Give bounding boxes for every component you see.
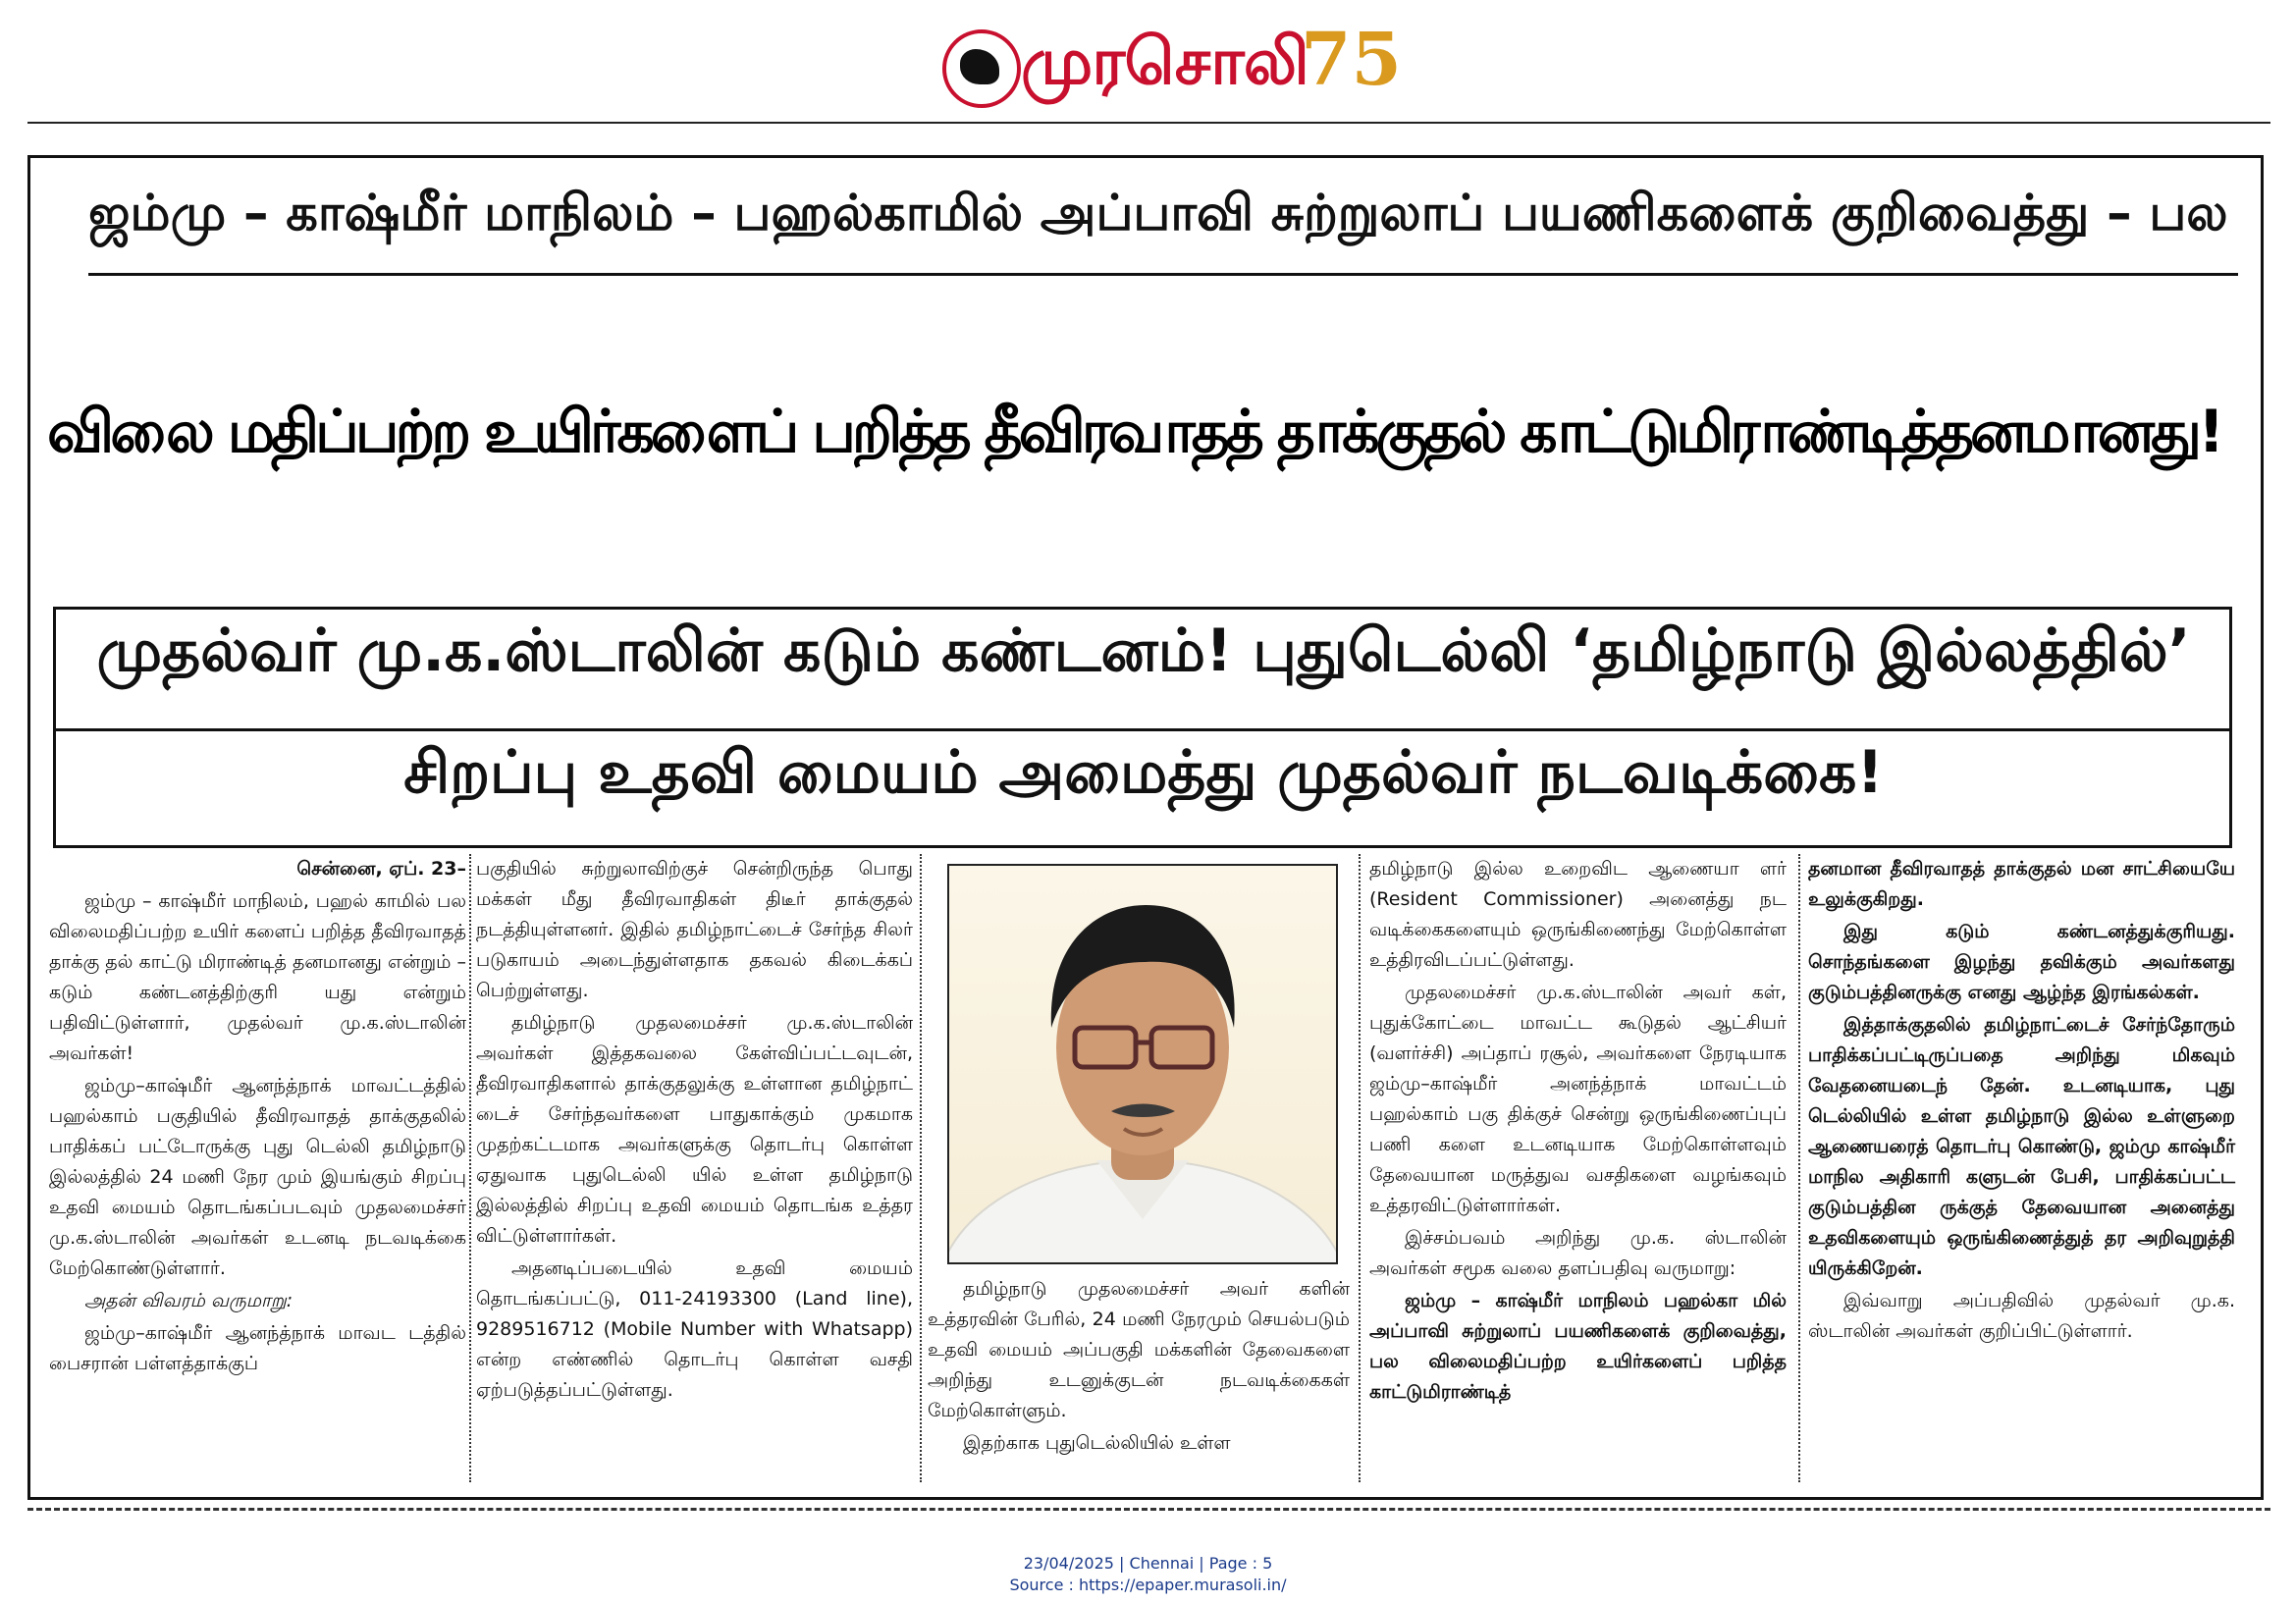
article-column-1 [49,854,466,1381]
paragraph: ஜம்மு–காஷ்மீர் ஆனந்த்நாக் மாவட்டத்தில் பஹல்காம் பகுதியில் தீவிரவாதத் தாக்குதலில் பாதிக்கப் பட்டோருக்கு புது டெல்லி தமிழ்நாடு இல்லத்தில் 24 மணி நேர மும் இயங்கும் சிறப்பு உதவி மையம் தொடங்கப்படவும் முதலமைச்சர் மு.க.ஸ்டாலின் அவர்கள் உடனடி நடவடிக்கை மேற்கொண்டுள்ளார். [49,1075,466,1279]
paragraph: ஜம்மு – காஷ்மீர் மாநிலம், பஹல் காமில் பல விலைமதிப்பற்ற உயிர் களைப் பறித்த தீவிரவாதத் தாக்கு தல் காட்டு மிராண்டித் தனமானது என்றும் – கடும் கண்டனத்திற்குரி யது என்றும் பதிவிட்டுள்ளார், முதல்வர் மு.க.ஸ்டாலின் அவர்கள்! [49,890,466,1064]
paragraph: இவ்வாறு அப்பதிவில் முதல்வர் மு.க. ஸ்டாலின் அவர்கள் குறிப்பிட்டுள்ளார். [1808,1290,2235,1342]
column-divider [1359,854,1361,1482]
quoted-post: இது கடும் கண்டனத்துக்குரியது. சொந்தங்களை இழந்து தவிக்கும் அவர்களது குடும்பத்தினருக்கு எனது ஆழ்ந்த இரங்கல்கள். [1808,921,2235,1003]
article-column-4 [1369,854,1787,1410]
page-footer [0,1553,2296,1596]
quoted-post: தனமான தீவிரவாதத் தாக்குதல் மன சாட்சியையே உலுக்குகிறது. [1808,858,2235,910]
paragraph: தமிழ்நாடு முதலமைச்சர் மு.க.ஸ்டாலின் அவர்கள் இத்தகவலை கேள்விப்பட்டவுடன், தீவிரவாதிகளால் தாக்குதலுக்கு உள்ளான தமிழ்நாட் டைச் சேர்ந்தவர்களை பாதுகாக்கும் முகமாக முதற்கட்டமாக அவர்களுக்கு தொடர்பு கொள்ள ஏதுவாக புதுடெல்லி யில் உள்ள தமிழ்நாடு இல்லத்தில் சிறப்பு உதவி மையம் தொடங்க உத்தர விட்டுள்ளார்கள். [476,1012,913,1247]
anniversary-badge: 75 [1301,18,1402,102]
dateline: சென்னை, ஏப். 23– [296,858,466,880]
paragraph: அதனடிப்படையில் உதவி மையம் தொடங்கப்பட்டு, 011-24193300 (Land line), 9289516712 (Mobile Number with Whatsapp) என்ற எண்ணில் தொடர்பு கொள்ள வசதி ஏற்படுத்தப்பட்டுள்ளது. [476,1257,913,1401]
quoted-post: இத்தாக்குதலில் தமிழ்நாட்டைச் சேர்ந்தோரும் பாதிக்கப்பட்டிருப்பதை அறிந்து மிகவும் வேதனையடைந் தேன். உடனடியாக, புது டெல்லியில் உள்ள தமிழ்நாடு இல்ல உள்ளுறை ஆணையரைத் தொடர்பு கொண்டு, ஜம்மு காஷ்மீர் மாநில அதிகாரி களுடன் பேசி, பாதிக்கப்பட்ட குடும்பத்தின ருக்குத் தேவையான அனைத்து உதவிகளையும் ஒருங்கிணைத்துத் தர அறிவுறுத்தி யிருக்கிறேன். [1808,1014,2235,1279]
paragraph: இதற்காக புதுடெல்லியில் உள்ள [963,1432,1231,1454]
column-divider [920,854,922,1482]
newspaper-logo: முரசொலி [1021,24,1308,99]
footer-source-link[interactable]: Source : https://epaper.murasoli.in/ [1009,1576,1287,1594]
quoted-post: ஜம்மு – காஷ்மீர் மாநிலம் பஹல்கா மில் அப்பாவி சுற்றுலாப் பயணிகளைக் குறிவைத்து, பல விலைமதிப்பற்ற உயிர்களைப் பறித்த காட்டுமிராண்டித் [1369,1290,1787,1403]
article-column-5 [1808,854,2235,1349]
article-kicker: ஜம்மு – காஷ்மீர் மாநிலம் – பஹல்காமில் அப்பாவி சுற்றுலாப் பயணிகளைக் குறிவைத்து – பல [88,185,2228,242]
subheading-2: சிறப்பு உதவி மையம் அமைத்து முதல்வர் நடவடிக்கை! [403,738,1884,807]
photo-caption [928,1274,1350,1461]
paragraph: பகுதியில் சுற்றுலாவிற்குச் சென்றிருந்த பொது மக்கள் மீது தீவிரவாதிகள் திடீர் தாக்குதல் நடத்தியுள்ளனர். இதில் தமிழ்நாட்டைச் சேர்ந்த சிலர் படுகாயம் அடைந்துள்ளதாக தகவல் கிடைக்கப் பெற்றுள்ளது. [476,858,913,1001]
paragraph: முதலமைச்சர் மு.க.ஸ்டாலின் அவர் கள், புதுக்கோட்டை மாவட்ட கூடுதல் ஆட்சியர் (வளர்ச்சி) அப்தாப் ரசூல், அவர்களை நேரடியாக ஜம்மு–காஷ்மீர் அனந்த்நாக் மாவட்டம் பஹல்காம் பகு திக்குச் சென்று ஒருங்கிணைப்புப் பணி களை உடனடியாக மேற்கொள்ளவும் தேவையான மருத்துவ வசதிகளை வழங்கவும் உத்தரவிட்டுள்ளார்கள். [1369,982,1787,1216]
footer-edition-info: 23/04/2025 | Chennai | Page : 5 [1023,1554,1273,1573]
chief-minister-photo [947,864,1338,1264]
footer-rule [27,1508,2270,1511]
article-headline: விலை மதிப்பற்ற உயிர்களைப் பறித்த தீவிரவாதத் தாக்குதல் காட்டுமிராண்டித்தனமானது! [47,398,2221,466]
header-rule [27,122,2270,124]
masthead [0,8,2296,118]
paragraph: இச்சம்பவம் அறிந்து மு.க. ஸ்டாலின் அவர்கள் சமூக வலை தளப்பதிவு வருமாறு: [1369,1227,1787,1279]
column-divider [469,854,471,1482]
paragraph: ஜம்மு–காஷ்மீர் ஆனந்த்நாக் மாவட டத்தில் பைசரான் பள்ளத்தாக்குப் [49,1322,466,1374]
article-column-2 [476,854,913,1408]
subheading-divider [53,728,2232,731]
party-emblem-icon [942,29,1021,108]
paragraph: தமிழ்நாடு இல்ல உறைவிட ஆணையா ளர் (Resident Commissioner) அனைத்து நட வடிக்கைகளையும் ஒருங்கிணைந்து மேற்கொள்ள உத்திரவிடப்பட்டுள்ளது. [1369,858,1787,971]
portrait-image [949,866,1336,1262]
subheading-1: முதல்வர் மு.க.ஸ்டாலின் கடும் கண்டனம்! புதுடெல்லி ‘தமிழ்நாடு இல்லத்தில்’ [96,616,2191,685]
section-intro: அதன் விவரம் வருமாறு: [84,1290,294,1311]
paragraph: தமிழ்நாடு முதலமைச்சர் அவர் களின் உத்தரவின் பேரில், 24 மணி நேரமும் செயல்படும் உதவி மையம் அப்பகுதி மக்களின் தேவைகளை அறிந்து உடனுக்குடன் நடவடிக்கைகள் மேற்கொள்ளும். [928,1278,1350,1421]
kicker-divider [88,273,2238,276]
column-divider [1798,854,1800,1482]
